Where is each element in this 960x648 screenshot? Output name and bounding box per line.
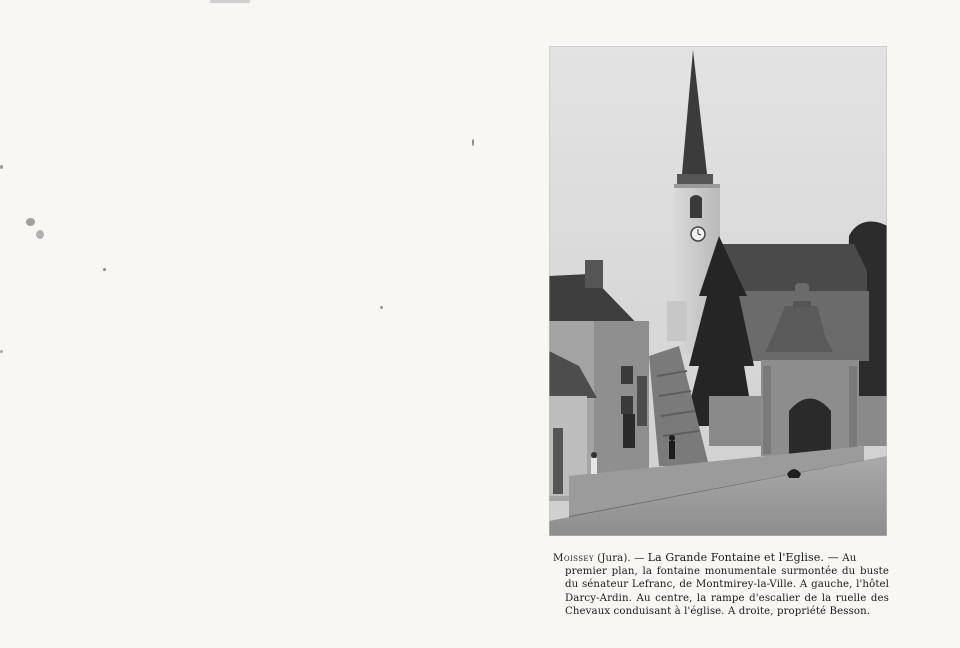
fountain-arch	[789, 399, 831, 455]
caption-region: (Jura). —	[593, 553, 648, 564]
scan-speck	[36, 230, 44, 239]
scan-speck	[103, 268, 106, 271]
scan-speck	[380, 306, 383, 309]
photo-caption	[553, 551, 889, 618]
scan-speck	[26, 218, 35, 226]
caption-place: Moissey	[553, 553, 594, 564]
chimney	[585, 260, 603, 288]
caption-title: La Grande Fontaine et l'Eglise. —	[647, 551, 843, 564]
scan-speck	[210, 0, 250, 3]
scan-speck	[0, 165, 3, 169]
caption-body-start: Au	[842, 553, 857, 564]
scan-speck	[472, 139, 474, 146]
photograph	[549, 46, 887, 536]
photo-illustration	[549, 46, 887, 536]
scan-speck	[0, 350, 3, 353]
caption-heading	[553, 551, 889, 565]
caption-body: premier plan, la fontaine monumentale surmontée du buste du sénateur Lefranc, de Montmirey-la-Ville. A gauche, l'hôtel Darcy-Ardin. Au centre, la rampe d'escalier de la ruelle des Chevaux conduisant à l'église. A droite, propriété Besson.	[565, 566, 889, 617]
fountain-bust	[795, 283, 809, 303]
